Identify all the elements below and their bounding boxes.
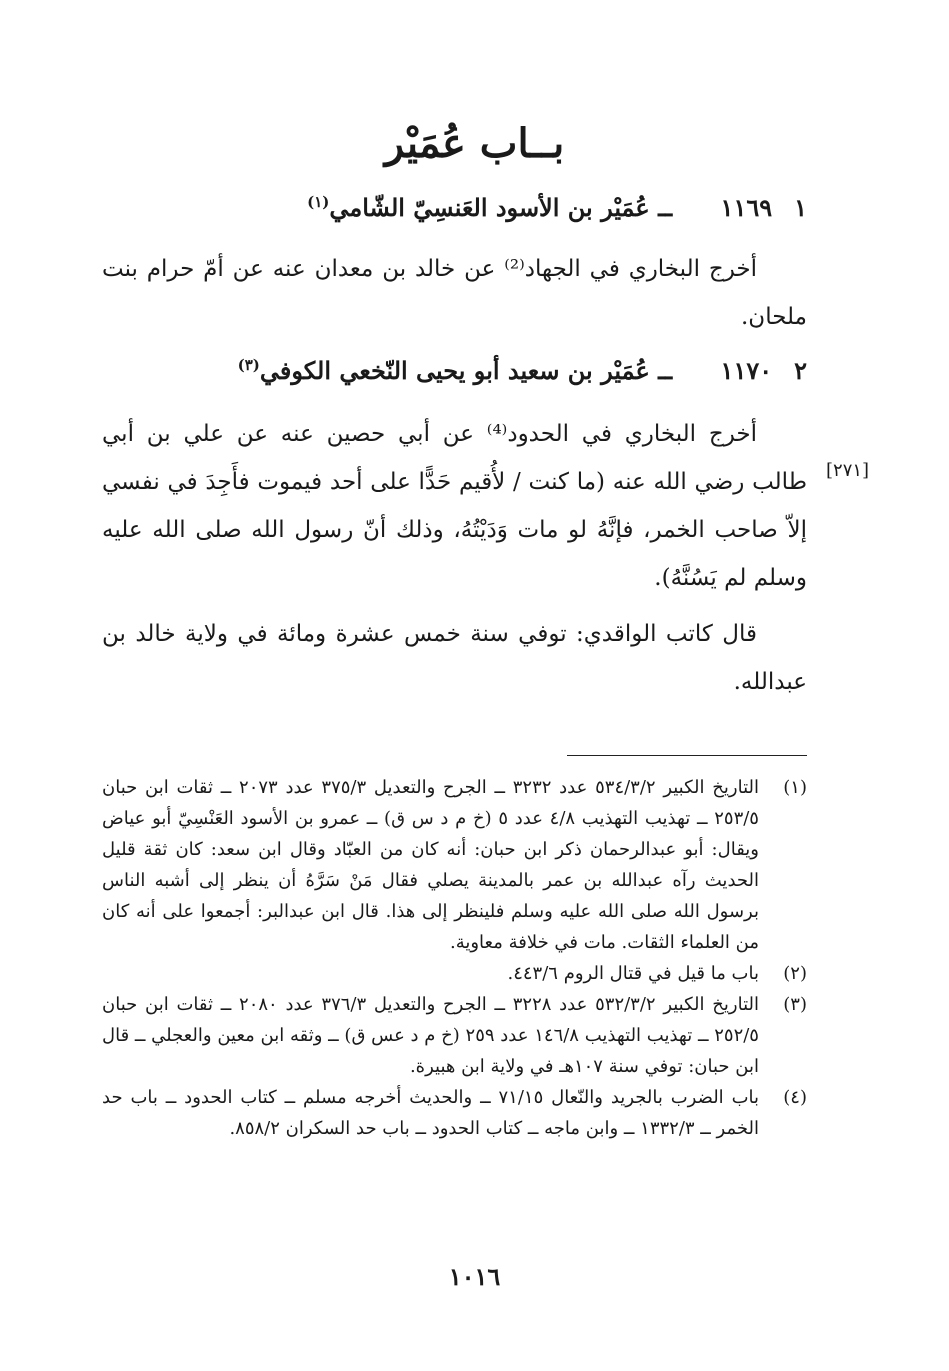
entry-number: ١١٧٠ xyxy=(720,356,773,385)
entry-heading-1170 xyxy=(107,356,807,385)
footnote-4 xyxy=(102,1082,807,1144)
page-reference-marker: [٢٧١] xyxy=(826,460,870,481)
paragraph-text: قال كاتب الواقدي: توفي سنة خمس عشرة ومائة في ولاية خالد بن عبدالله. xyxy=(102,621,807,695)
page-number: ١٠١٦ xyxy=(448,1262,501,1291)
footnote-text: باب ما قيل في قتال الروم ٤٤٣/٦. xyxy=(507,963,759,984)
footnotes xyxy=(102,772,807,1144)
entry-heading-1169 xyxy=(107,193,807,222)
footnote-2 xyxy=(102,958,807,989)
entry-name: عُمَيْر بن الأسود العَنسِيّ الشّامي xyxy=(329,193,650,222)
entry-dash: ــ xyxy=(658,356,673,385)
footnote-number: (١) xyxy=(783,777,807,798)
footnote-number: (٢) xyxy=(783,963,807,984)
paragraph-text: أخرج البخاري في الحدود⁽⁴⁾ عن أبي حصين عنه عن علي بن أبي طالب رضي الله عنه (ما كنت / لأُقيم حَدًّا على أحد فيموت فأَجِدَ في نفسي إلاّ صاحب الخمر، فإنَّهُ لو مات وَدَيْتُهُ، وذلك أنّ رسول الله صلى الله عليه وسلم لم يَسُنَّهُ). xyxy=(102,421,807,591)
footnote-marker: (٣) xyxy=(237,356,260,374)
footnote-number: (٣) xyxy=(783,994,807,1015)
footnote-1 xyxy=(102,772,807,958)
entry-name: عُمَيْر بن سعيد أبو يحيى النّخعي الكوفي xyxy=(259,356,650,385)
footnote-3 xyxy=(102,989,807,1082)
paragraph-text: أخرج البخاري في الجهاد⁽²⁾ عن خالد بن معدان عنه عن أمّ حرام بنت ملحان. xyxy=(102,256,807,330)
paragraph-1 xyxy=(102,245,807,341)
chapter-title: بــاب عُمَيْر xyxy=(384,120,565,167)
entry-index: ٢ xyxy=(794,356,807,385)
footnote-text: التاريخ الكبير ٥٣٤/٣/٢ عدد ٣٢٣٢ ــ الجرح والتعديل ٣٧٥/٣ عدد ٢٠٧٣ ــ ثقات ابن حبان ٢٥٣/٥ ــ تهذيب التهذيب ٤/٨ عدد ٥ (خ م د س ق) ــ عمرو بن الأسود العَنْسِيّ أبو عياض ويقال: أبو عبدالرحمان ذكر ابن حبان: أنه كان من العبّاد وقال ابن سعد: كان ثقة قليل الحديث رآه عبدالله بن عمر بالمدينة يصلي فقال مَنْ سَرَّهُ أن ينظر إلى أشبه الناس برسول الله صلى الله عليه وسلم فلينظر إلى هذا. قال ابن عبدالبر: أجمعوا على أنه كان من العلماء الثقات. مات في خلافة معاوية. xyxy=(102,777,760,953)
footnote-text: التاريخ الكبير ٥٣٢/٣/٢ عدد ٣٢٢٨ ــ الجرح والتعديل ٣٧٦/٣ عدد ٢٠٨٠ ــ ثقات ابن حبان ٢٥٢/٥ ــ تهذيب التهذيب ١٤٦/٨ عدد ٢٥٩ (خ م د عس ق) ــ وثقه ابن معين والعجلي ــ قال ابن حبان: توفي سنة ١٠٧هـ في ولاية ابن هبيرة. xyxy=(102,994,760,1077)
footnote-marker: (١) xyxy=(307,193,330,211)
paragraph-2 xyxy=(102,410,807,602)
entry-dash: ــ xyxy=(658,193,673,222)
footnote-text: باب الضرب بالجريد والنّعال ٧١/١٥ ــ والحديث أخرجه مسلم ــ كتاب الحدود ــ باب حد الخمر ــ ١٣٣٢/٣ ــ وابن ماجه ــ كتاب الحدود ــ باب حد السكران ٨٥٨/٢. xyxy=(102,1087,760,1139)
paragraph-3 xyxy=(102,610,807,706)
entry-index: ١ xyxy=(794,193,807,222)
entry-number: ١١٦٩ xyxy=(720,193,773,222)
footnote-separator xyxy=(567,755,807,756)
footnote-number: (٤) xyxy=(783,1087,807,1108)
